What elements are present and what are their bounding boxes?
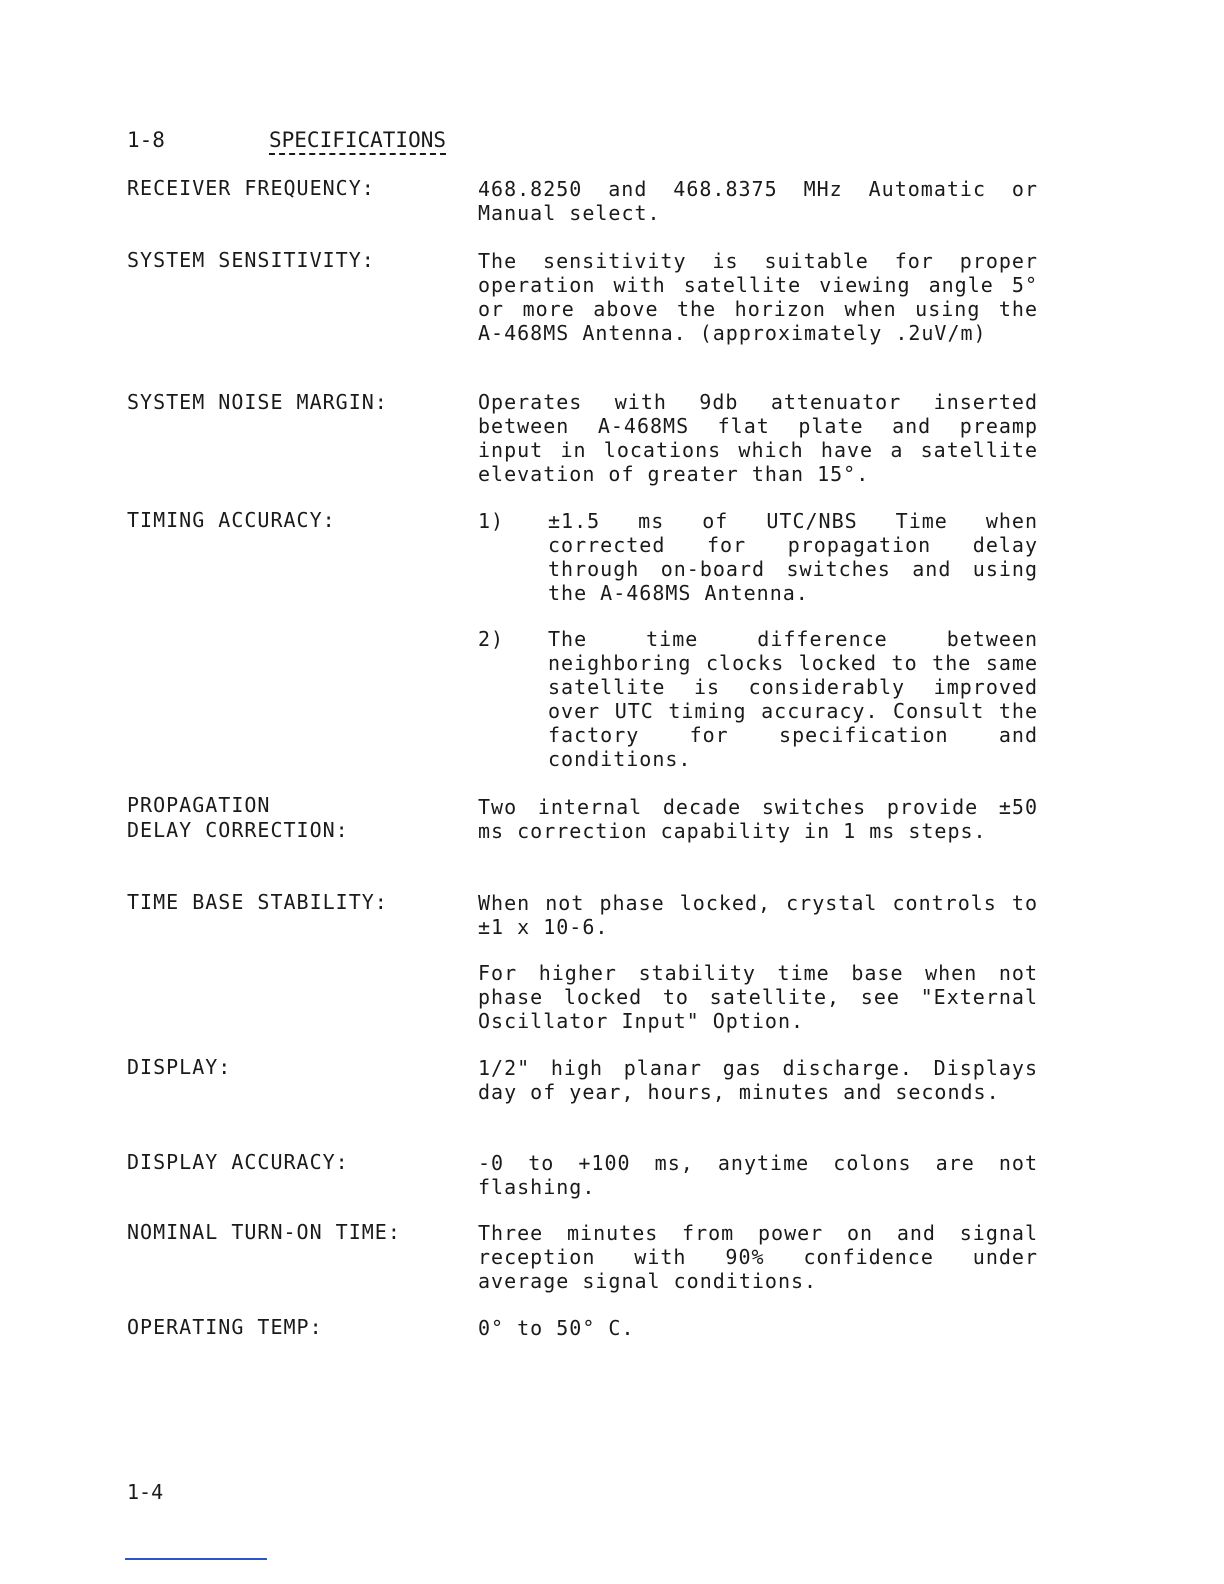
spec-label-display-accuracy: DISPLAY ACCURACY: [127, 1150, 349, 1174]
item-number: 1) [478, 509, 505, 533]
spec-label-time-base-stability: TIME BASE STABILITY: [127, 890, 388, 914]
spec-label-system-noise-margin: SYSTEM NOISE MARGIN: [127, 390, 388, 414]
spec-value-system-noise-margin: Operates with 9db attenuator inserted between A-468MS flat plate and preamp input in locations which have a satellite elevation of greater than 15°. [478, 390, 1038, 486]
spec-value-receiver-frequency: 468.8250 and 468.8375 MHz Automatic or Manual select. [478, 177, 1038, 225]
spec-value-operating-temp: 0° to 50° C. [478, 1316, 635, 1340]
section-number: 1-8 [127, 128, 165, 152]
timing-accuracy-item-2 [478, 627, 1038, 771]
page-number: 1-4 [127, 1480, 164, 1504]
spec-value-nominal-turn-on-time: Three minutes from power on and signal reception with 90% confidence under average signal conditions. [478, 1221, 1038, 1293]
spec-label-receiver-frequency: RECEIVER FREQUENCY: [127, 176, 375, 200]
spec-label-timing-accuracy: TIMING ACCURACY: [127, 508, 336, 532]
spec-label-system-sensitivity: SYSTEM SENSITIVITY: [127, 248, 375, 272]
spec-value-display: 1/2" high planar gas discharge. Displays day of year, hours, minutes and seconds. [478, 1056, 1038, 1104]
spec-value-system-sensitivity: The sensitivity is suitable for proper operation with satellite viewing angle 5° or more above the horizon when using the A-468MS Antenna. (approximately .2uV/m) [478, 249, 1038, 345]
spec-value-display-accuracy: -0 to +100 ms, anytime colons are not flashing. [478, 1151, 1038, 1199]
spec-value-time-base-stability: When not phase locked, crystal controls to ±1 x 10-6. [478, 891, 1038, 939]
spec-label-nominal-turn-on-time: NOMINAL TURN-ON TIME: [127, 1220, 401, 1244]
spec-value-time-base-stability-note: For higher stability time base when not phase locked to satellite, see "External Oscillator Input" Option. [478, 961, 1038, 1033]
item-text: ±1.5 ms of UTC/NBS Time when corrected for propagation delay through on-board switches and using the A-468MS Antenna. [548, 509, 1038, 605]
section-title: SPECIFICATIONS [269, 128, 446, 155]
item-number: 2) [478, 627, 505, 651]
footer-divider [125, 1558, 267, 1560]
spec-label-operating-temp: OPERATING TEMP: [127, 1315, 323, 1339]
spec-value-propagation-delay-correction: Two internal decade switches provide ±50 ms correction capability in 1 ms steps. [478, 795, 1038, 843]
item-text: The time difference between neighboring clocks locked to the same satellite is considerably improved over UTC timing accuracy. Consult the factory for specification and conditions. [548, 627, 1038, 771]
timing-accuracy-item-1 [478, 509, 1038, 605]
spec-label-display: DISPLAY: [127, 1055, 232, 1079]
spec-label-propagation-delay-correction: PROPAGATION DELAY CORRECTION: [127, 793, 349, 842]
